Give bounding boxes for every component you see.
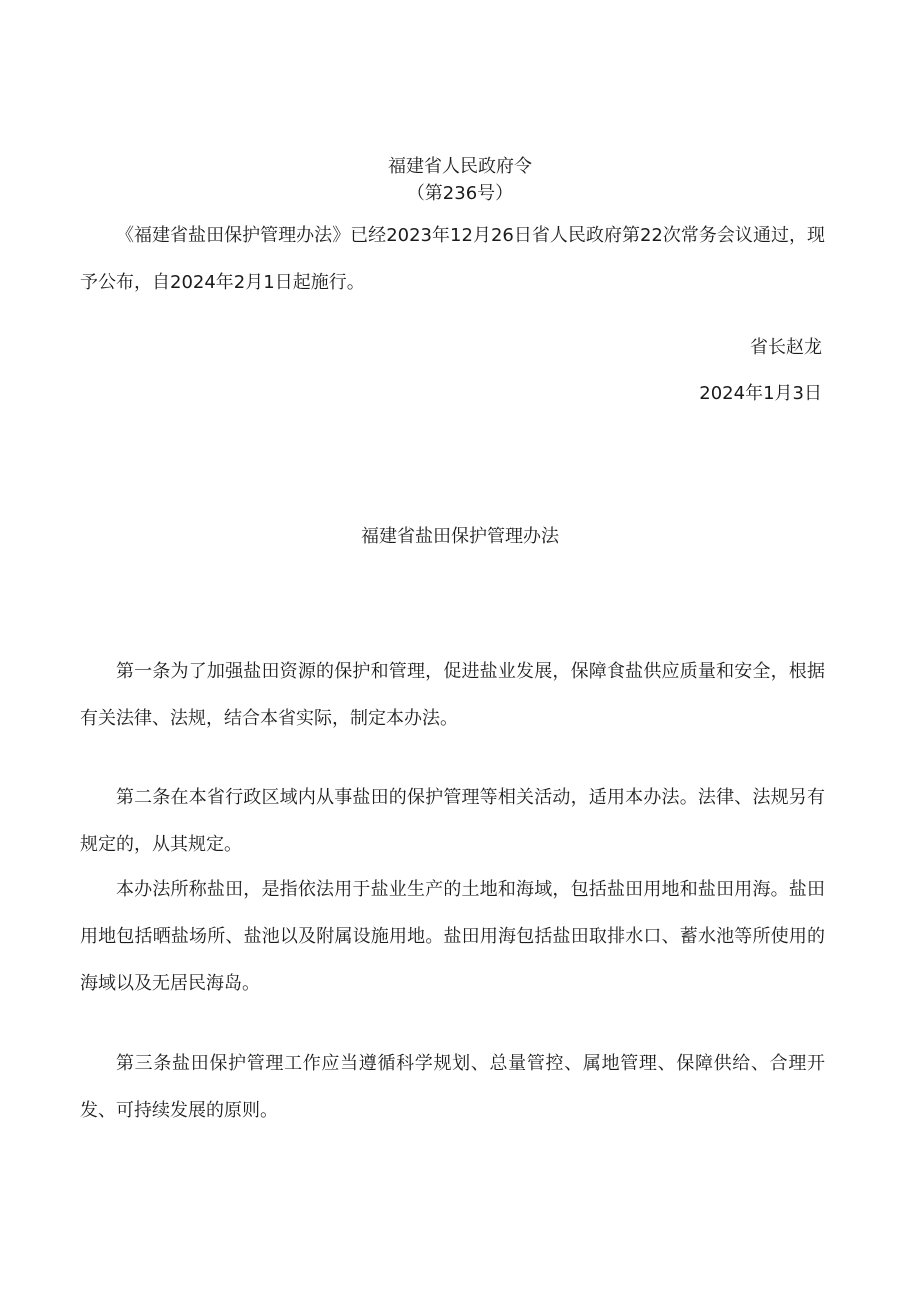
article-2: 第二条在本省行政区域内从事盐田的保护管理等相关活动，适用本办法。法律、法规另有规定的，从其规定。 (80, 787, 825, 855)
decree-number: （第236号） (406, 183, 514, 204)
article-1: 第一条为了加强盐田资源的保护和管理，促进盐业发展，保障食盐供应质量和安全，根据有关法律、法规，结合本省实际，制定本办法。 (80, 661, 825, 729)
article-2-paragraph-2: 本办法所称盐田，是指依法用于盐业生产的土地和海域，包括盐田用地和盐田用海。盐田用地包括晒盐场所、盐池以及附属设施用地。盐田用海包括盐田取排水口、蓄水池等所使用的海域以及无居民海岛。 (80, 879, 825, 994)
decree-signature: 省长赵龙 (750, 337, 822, 358)
regulation-title: 福建省盐田保护管理办法 (361, 526, 559, 547)
article-3: 第三条盐田保护管理工作应当遵循科学规划、总量管控、属地管理、保障供给、合理开发、可持续发展的原则。 (80, 1053, 825, 1121)
decree-issuer-heading: 福建省人民政府令 (388, 156, 532, 177)
decree-announcement: 《福建省盐田保护管理办法》已经2023年12月26日省人民政府第22次常务会议通过，现予公布，自2024年2月1日起施行。 (80, 225, 825, 293)
decree-date: 2024年1月3日 (699, 383, 822, 404)
